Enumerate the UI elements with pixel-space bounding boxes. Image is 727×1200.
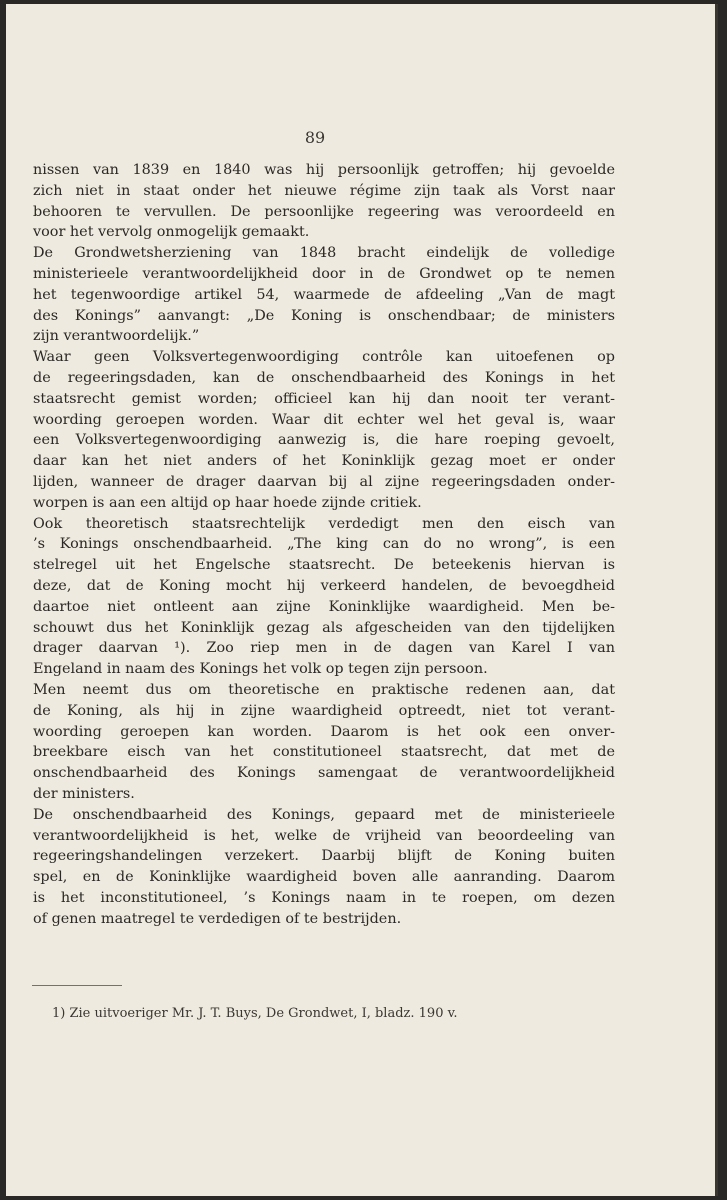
footnote-divider xyxy=(32,985,122,986)
text-line: nissen van 1839 en 1840 was hij persoonlijk getroffen; hij gevoelde xyxy=(33,162,615,178)
text-line: zijn verantwoordelijk.” xyxy=(33,328,200,345)
text-line: Waar geen Volksvertegenwoordiging contrôle kan uitoefenen op xyxy=(33,349,615,366)
text-line: een Volksvertegenwoordiging aanwezig is, die hare roeping gevoelt, xyxy=(33,432,615,449)
text-line: deze, dat de Koning mocht hij verkeerd handelen, de bevoegdheid xyxy=(33,577,615,594)
text-line: regeeringshandelingen verzekert. Daarbij blijft de Koning buiten xyxy=(33,848,615,865)
text-line: drager daarvan ¹). Zoo riep men in de dagen van Karel I van xyxy=(33,640,615,657)
text-line: De onschendbaarheid des Konings, gepaard met de ministerieele xyxy=(33,806,615,823)
text-line: woording geroepen kan worden. Daarom is het ook een onver- xyxy=(33,723,615,740)
text-line: of genen maatregel te verdedigen of te bestrijden. xyxy=(33,910,402,927)
text-line: spel, en de Koninklijke waardigheid boven alle aanranding. Daarom xyxy=(33,869,615,886)
text-line: is het inconstitutioneel, ’s Konings naam in te roepen, om dezen xyxy=(33,889,615,906)
page-number: 89 xyxy=(304,128,326,147)
text-line: De Grondwetsherziening van 1848 bracht eindelijk de volledige xyxy=(33,245,615,262)
text-line: Men neemt dus om theoretische en praktische redenen aan, dat xyxy=(33,681,615,698)
text-line: stelregel uit het Engelsche staatsrecht. De beteekenis hiervan is xyxy=(33,557,615,574)
text-line: breekbare eisch van het constitutioneel staatsrecht, dat met de xyxy=(33,744,615,761)
text-line: des Konings” aanvangt: „De Koning is onschendbaar; de ministers xyxy=(33,307,615,324)
text-line: worpen is aan een altijd op haar hoede zijnde critiek. xyxy=(33,494,422,511)
text-line: ministerieele verantwoordelijkheid door in de Grondwet op te nemen xyxy=(33,265,615,282)
text-line: Engeland in naam des Konings het volk op tegen zijn persoon. xyxy=(33,661,488,678)
text-line: schouwt dus het Koninklijk gezag als afgescheiden van den tijdelijken xyxy=(33,619,615,636)
text-line: de Koning, als hij in zijne waardigheid optreedt, niet tot verant- xyxy=(33,702,615,719)
text-line: onschendbaarheid des Konings samengaat de verantwoordelijkheid xyxy=(33,765,615,782)
text-line: voor het vervolg onmogelijk gemaakt. xyxy=(33,224,310,241)
text-line: behooren te vervullen. De persoonlijke regeering was veroordeeld en xyxy=(33,203,615,220)
text-line: daar kan het niet anders of het Koninklijk gezag moet er onder xyxy=(33,453,615,470)
text-line: lijden, wanneer de drager daarvan bij al zijne regeeringsdaden onder- xyxy=(33,473,615,490)
text-line: daartoe niet ontleent aan zijne Koninklijke waardigheid. Men be- xyxy=(33,598,615,615)
text-line: woording geroepen worden. Waar dit echter wel het geval is, waar xyxy=(33,411,615,428)
text-line: het tegenwoordige artikel 54, waarmede de afdeeling „Van de magt xyxy=(33,286,615,303)
text-line: Ook theoretisch staatsrechtelijk verdedigt men den eisch van xyxy=(33,515,615,532)
footnote: 1) Zie uitvoeriger Mr. J. T. Buys, De Grondwet, I, bladz. 190 v. xyxy=(52,1006,458,1021)
text-line: de regeeringsdaden, kan de onschendbaarheid des Konings in het xyxy=(33,369,615,386)
text-line: der ministers. xyxy=(33,785,135,802)
book-page xyxy=(6,4,718,1196)
body-text xyxy=(33,160,615,929)
text-line: staatsrecht gemist worden; officieel kan hij dan nooit ter verant- xyxy=(33,390,615,407)
text-line: verantwoordelijkheid is het, welke de vrijheid van beoordeeling van xyxy=(33,827,615,844)
text-line: zich niet in staat onder het nieuwe régime zijn taak als Vorst naar xyxy=(33,182,615,199)
text-line: ’s Konings onschendbaarheid. „The king can do no wrong”, is een xyxy=(33,536,615,553)
